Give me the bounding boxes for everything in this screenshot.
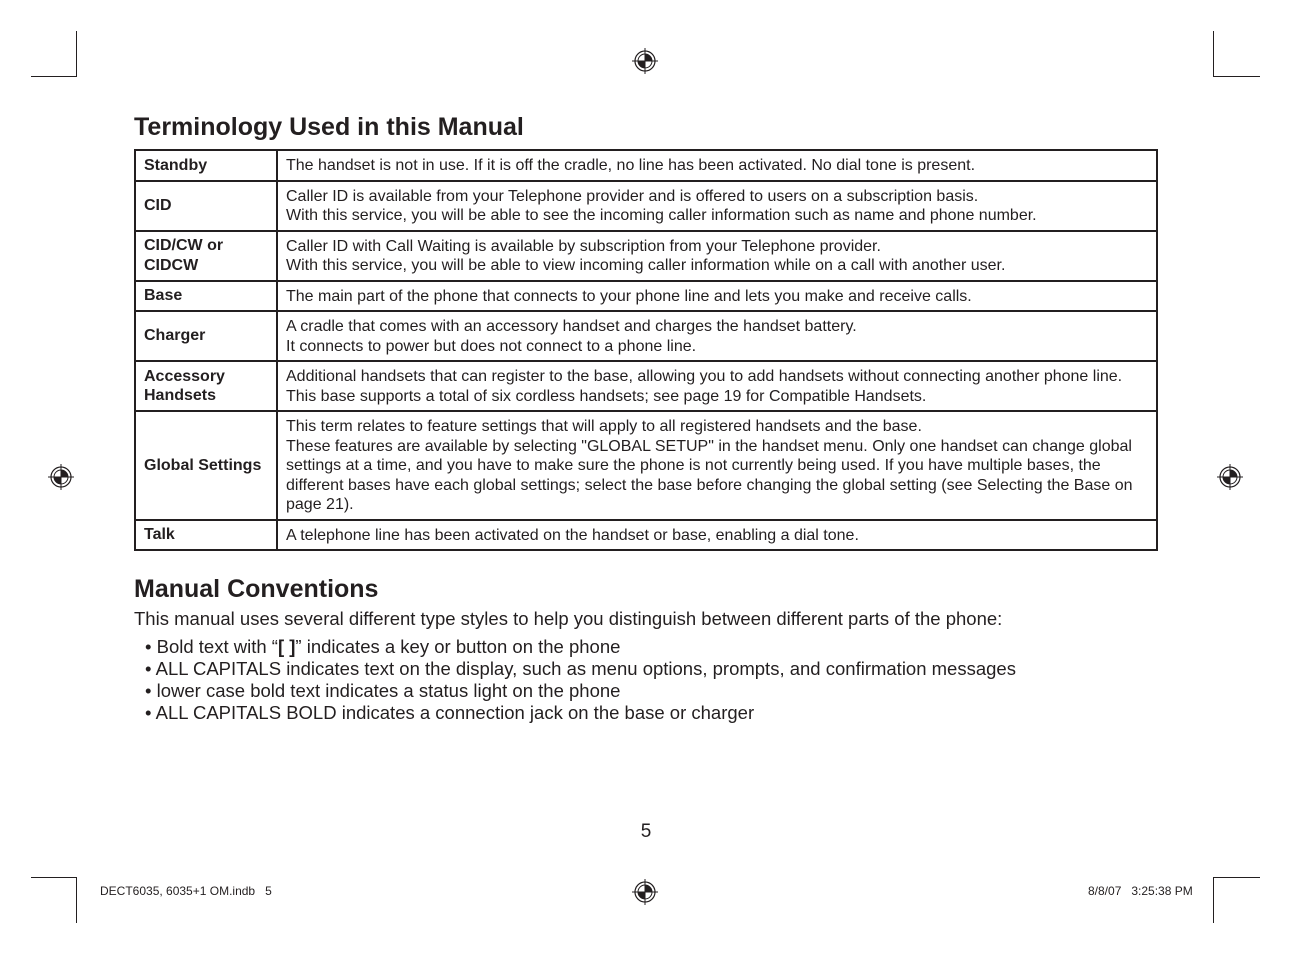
conventions-intro: This manual uses several different type styles to help you distinguish between different parts of the phone: (134, 608, 1003, 629)
registration-mark-icon (48, 464, 74, 490)
bullet: • (145, 636, 157, 657)
definition-cell: Caller ID with Call Waiting is available by subscription from your Telephone provider. With this service, you will be able to view incoming caller information while on a call with another user. (277, 231, 1157, 281)
list-item-text: lower case bold text indicates a status light on the phone (156, 680, 621, 701)
terminology-table (134, 149, 1158, 551)
term-cell: Charger (135, 311, 277, 361)
footer-file-slug: DECT6035, 6035+1 OM.indb 5 (100, 884, 272, 898)
bullet: • (145, 658, 156, 679)
crop-mark (76, 31, 77, 77)
table-row (135, 520, 1157, 551)
list-item-text: ALL CAPITALS BOLD indicates a connection jack on the base or charger (155, 702, 755, 723)
bullet: • (145, 702, 156, 723)
table-row (135, 181, 1157, 231)
term-cell: Talk (135, 520, 277, 551)
crop-mark (1213, 76, 1260, 77)
list-item (145, 658, 1016, 680)
registration-mark-icon (632, 879, 658, 905)
list-item-text: ” indicates a key or button on the phone (295, 636, 621, 657)
footer-timestamp: 8/8/07 3:25:38 PM (1088, 884, 1193, 898)
definition-cell: The handset is not in use. If it is off the cradle, no line has been activated. No dial tone is present. (277, 150, 1157, 181)
list-item-text: ALL CAPITALS indicates text on the display, such as menu options, prompts, and confirmation messages (155, 658, 1016, 679)
term-cell: CID/CW or CIDCW (135, 231, 277, 281)
term-cell: Base (135, 281, 277, 312)
definition-cell: Caller ID is available from your Telephone provider and is offered to users on a subscription basis. With this service, you will be able to see the incoming caller information such as name and phone number. (277, 181, 1157, 231)
table-row (135, 231, 1157, 281)
key-bracket-example: [ ] (277, 636, 296, 657)
registration-mark-icon (632, 48, 658, 74)
term-cell: Accessory Handsets (135, 361, 277, 411)
definition-cell: A telephone line has been activated on the handset or base, enabling a dial tone. (277, 520, 1157, 551)
registration-mark-icon (1217, 464, 1243, 490)
terminology-heading: Terminology Used in this Manual (134, 113, 524, 141)
crop-mark (76, 877, 77, 923)
list-item (145, 680, 1016, 702)
definition-cell: This term relates to feature settings that will apply to all registered handsets and the base. These features are available by selecting "GLOBAL SETUP" in the handset menu. Only one handset can change global settings at a time, and you have to make sure the phone is not currently being used. If you have multiple bases, the different bases have each global settings; select the base before changing the global setting (see Selecting the Base on page 21). (277, 411, 1157, 520)
definition-cell: A cradle that comes with an accessory handset and charges the handset battery. It connects to power but does not connect to a phone line. (277, 311, 1157, 361)
definition-cell: The main part of the phone that connects to your phone line and lets you make and receive calls. (277, 281, 1157, 312)
definition-cell: Additional handsets that can register to the base, allowing you to add handsets without connecting another phone line. This base supports a total of six cordless handsets; see page 19 for Compatible Handsets. (277, 361, 1157, 411)
table-row (135, 281, 1157, 312)
conventions-heading: Manual Conventions (134, 575, 379, 603)
page-number: 5 (640, 821, 652, 842)
bullet: • (145, 680, 157, 701)
table-row (135, 361, 1157, 411)
crop-mark (1213, 877, 1260, 878)
crop-mark (31, 76, 77, 77)
list-item-text: Bold text with “ (156, 636, 278, 657)
crop-mark (1213, 877, 1214, 923)
term-cell: Global Settings (135, 411, 277, 520)
list-item (145, 636, 1016, 658)
table-row (135, 311, 1157, 361)
crop-mark (1213, 31, 1214, 77)
conventions-list (145, 636, 1016, 724)
crop-mark (31, 877, 77, 878)
list-item (145, 702, 1016, 724)
table-row (135, 150, 1157, 181)
term-cell: CID (135, 181, 277, 231)
term-cell: Standby (135, 150, 277, 181)
table-row (135, 411, 1157, 520)
